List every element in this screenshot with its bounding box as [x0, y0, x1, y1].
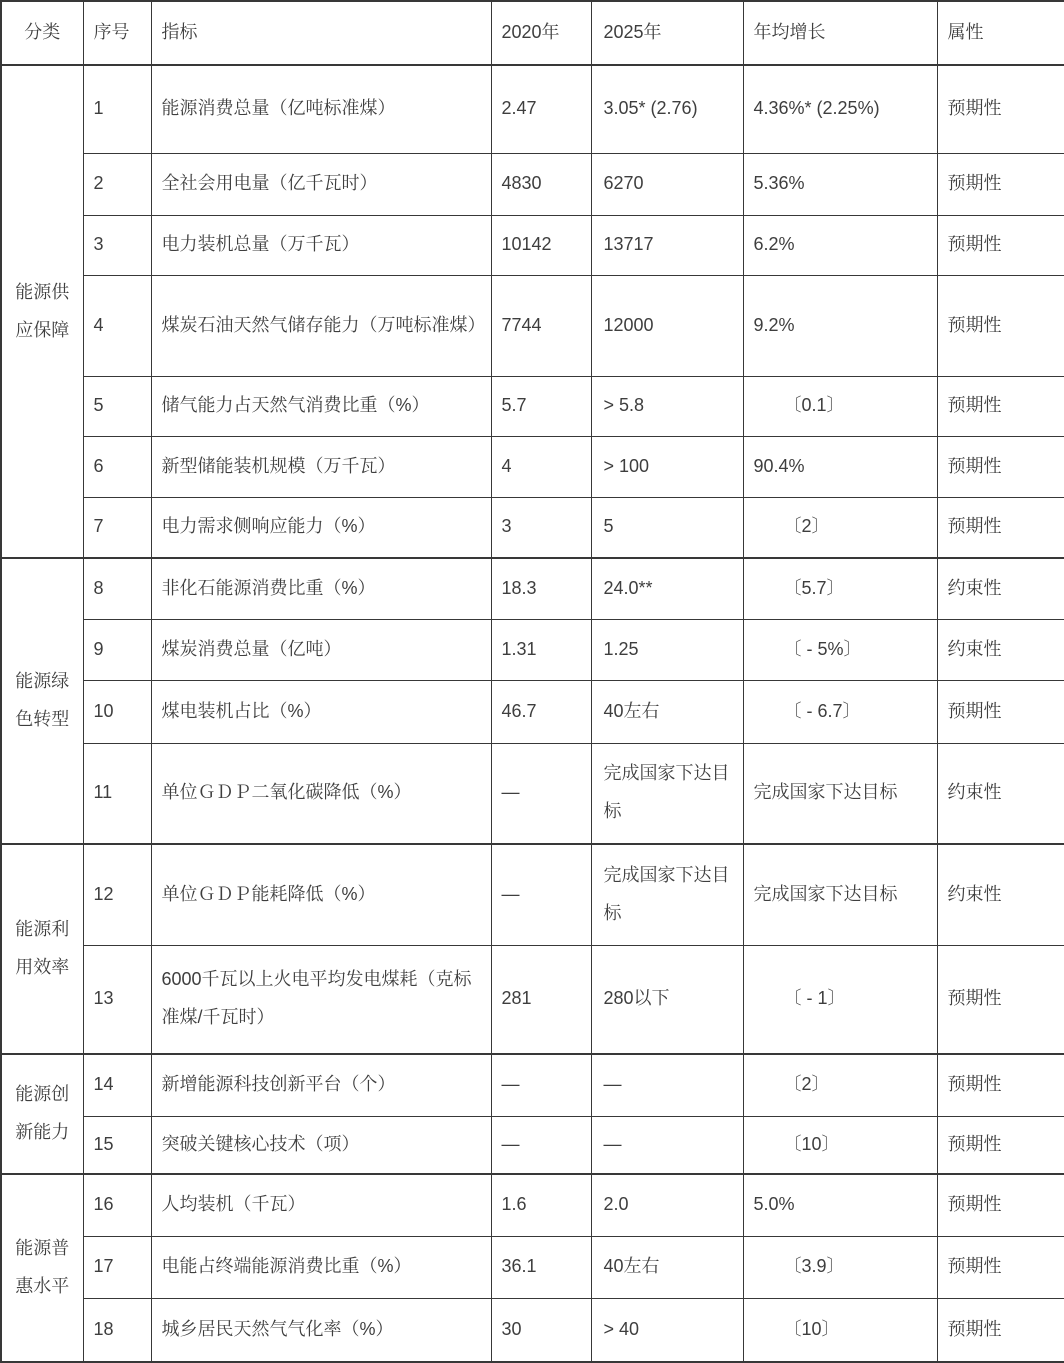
- growth-cell: 5.0%: [743, 1174, 937, 1236]
- value-2025-cell: —: [591, 1054, 743, 1116]
- value-2020-cell: 7744: [491, 275, 591, 376]
- table-row: [1, 1054, 1064, 1116]
- attribute-cell: 预期性: [937, 65, 1064, 153]
- growth-cell: 完成国家下达目标: [743, 844, 937, 945]
- row-number-cell: 5: [83, 376, 151, 436]
- value-2025-cell: 2.0: [591, 1174, 743, 1236]
- row-number-cell: 4: [83, 275, 151, 376]
- table-row: [1, 1236, 1064, 1298]
- table-header: [1, 1, 1064, 65]
- value-2025-cell: 280以下: [591, 945, 743, 1054]
- category-cell: 能源供应保障: [1, 65, 83, 558]
- indicator-cell: 6000千瓦以上火电平均发电煤耗（克标准煤/千瓦时）: [151, 945, 491, 1054]
- growth-cell: 〔2〕: [743, 497, 937, 558]
- category-cell: 能源绿色转型: [1, 558, 83, 844]
- value-2025-cell: 完成国家下达目标: [591, 743, 743, 844]
- attribute-cell: 预期性: [937, 436, 1064, 497]
- table-row: [1, 1174, 1064, 1236]
- row-number-cell: 14: [83, 1054, 151, 1116]
- table-row: [1, 215, 1064, 275]
- table-row: [1, 945, 1064, 1054]
- table-row: [1, 1298, 1064, 1362]
- value-2025-cell: > 100: [591, 436, 743, 497]
- indicator-cell: 单位ＧＤＰ能耗降低（%）: [151, 844, 491, 945]
- growth-cell: 〔0.1〕: [743, 376, 937, 436]
- table-row: [1, 680, 1064, 743]
- table-row: [1, 376, 1064, 436]
- value-2020-cell: 4830: [491, 153, 591, 215]
- row-number-cell: 10: [83, 680, 151, 743]
- table-row: [1, 558, 1064, 619]
- indicator-cell: 突破关键核心技术（项）: [151, 1116, 491, 1174]
- value-2020-cell: 1.6: [491, 1174, 591, 1236]
- value-2020-cell: 2.47: [491, 65, 591, 153]
- attribute-cell: 约束性: [937, 844, 1064, 945]
- indicator-cell: 全社会用电量（亿千瓦时）: [151, 153, 491, 215]
- value-2025-cell: 3.05* (2.76): [591, 65, 743, 153]
- indicator-cell: 煤炭消费总量（亿吨）: [151, 619, 491, 680]
- value-2020-cell: 36.1: [491, 1236, 591, 1298]
- header-cell-growth: 年均增长: [743, 1, 937, 65]
- category-cell: 能源利用效率: [1, 844, 83, 1054]
- indicator-cell: 新增能源科技创新平台（个）: [151, 1054, 491, 1116]
- row-number-cell: 6: [83, 436, 151, 497]
- value-2020-cell: 4: [491, 436, 591, 497]
- value-2020-cell: —: [491, 1054, 591, 1116]
- table-row: [1, 275, 1064, 376]
- value-2020-cell: 18.3: [491, 558, 591, 619]
- growth-cell: 〔5.7〕: [743, 558, 937, 619]
- value-2025-cell: > 40: [591, 1298, 743, 1362]
- value-2020-cell: —: [491, 844, 591, 945]
- indicator-cell: 人均装机（千瓦）: [151, 1174, 491, 1236]
- indicator-cell: 煤炭石油天然气储存能力（万吨标准煤）: [151, 275, 491, 376]
- growth-cell: 完成国家下达目标: [743, 743, 937, 844]
- header-cell-2020: 2020年: [491, 1, 591, 65]
- attribute-cell: 预期性: [937, 1298, 1064, 1362]
- indicator-cell: 电力装机总量（万千瓦）: [151, 215, 491, 275]
- attribute-cell: 预期性: [937, 680, 1064, 743]
- header-cell-no: 序号: [83, 1, 151, 65]
- value-2025-cell: 5: [591, 497, 743, 558]
- header-cell-category: 分类: [1, 1, 83, 65]
- value-2025-cell: —: [591, 1116, 743, 1174]
- value-2025-cell: 6270: [591, 153, 743, 215]
- indicator-cell: 煤电装机占比（%）: [151, 680, 491, 743]
- header-cell-indicator: 指标: [151, 1, 491, 65]
- attribute-cell: 预期性: [937, 1116, 1064, 1174]
- value-2020-cell: —: [491, 1116, 591, 1174]
- indicator-cell: 电力需求侧响应能力（%）: [151, 497, 491, 558]
- growth-cell: 〔 - 5%〕: [743, 619, 937, 680]
- row-number-cell: 15: [83, 1116, 151, 1174]
- table-row: [1, 844, 1064, 945]
- category-cell: 能源创新能力: [1, 1054, 83, 1174]
- growth-cell: 4.36%* (2.25%): [743, 65, 937, 153]
- row-number-cell: 12: [83, 844, 151, 945]
- growth-cell: 〔2〕: [743, 1054, 937, 1116]
- value-2025-cell: 完成国家下达目标: [591, 844, 743, 945]
- value-2025-cell: 13717: [591, 215, 743, 275]
- value-2025-cell: 40左右: [591, 680, 743, 743]
- indicator-cell: 非化石能源消费比重（%）: [151, 558, 491, 619]
- attribute-cell: 预期性: [937, 376, 1064, 436]
- attribute-cell: 约束性: [937, 619, 1064, 680]
- table-row: [1, 1116, 1064, 1174]
- row-number-cell: 13: [83, 945, 151, 1054]
- attribute-cell: 预期性: [937, 1236, 1064, 1298]
- attribute-cell: 预期性: [937, 1174, 1064, 1236]
- table-row: [1, 153, 1064, 215]
- growth-cell: 〔10〕: [743, 1298, 937, 1362]
- header-cell-2025: 2025年: [591, 1, 743, 65]
- table-body: [1, 65, 1064, 1362]
- category-cell: 能源普惠水平: [1, 1174, 83, 1362]
- row-number-cell: 16: [83, 1174, 151, 1236]
- indicator-cell: 城乡居民天然气气化率（%）: [151, 1298, 491, 1362]
- value-2020-cell: 30: [491, 1298, 591, 1362]
- row-number-cell: 7: [83, 497, 151, 558]
- attribute-cell: 约束性: [937, 743, 1064, 844]
- value-2020-cell: 3: [491, 497, 591, 558]
- attribute-cell: 预期性: [937, 275, 1064, 376]
- row-number-cell: 8: [83, 558, 151, 619]
- row-number-cell: 2: [83, 153, 151, 215]
- growth-cell: 〔 - 1〕: [743, 945, 937, 1054]
- table-row: [1, 497, 1064, 558]
- attribute-cell: 预期性: [937, 945, 1064, 1054]
- row-number-cell: 17: [83, 1236, 151, 1298]
- row-number-cell: 3: [83, 215, 151, 275]
- growth-cell: 90.4%: [743, 436, 937, 497]
- indicator-cell: 电能占终端能源消费比重（%）: [151, 1236, 491, 1298]
- header-cell-attribute: 属性: [937, 1, 1064, 65]
- value-2020-cell: 5.7: [491, 376, 591, 436]
- table-row: [1, 436, 1064, 497]
- growth-cell: 〔 - 6.7〕: [743, 680, 937, 743]
- growth-cell: 〔10〕: [743, 1116, 937, 1174]
- indicator-cell: 储气能力占天然气消费比重（%）: [151, 376, 491, 436]
- indicator-cell: 单位ＧＤＰ二氧化碳降低（%）: [151, 743, 491, 844]
- attribute-cell: 预期性: [937, 1054, 1064, 1116]
- growth-cell: 6.2%: [743, 215, 937, 275]
- value-2025-cell: 1.25: [591, 619, 743, 680]
- value-2020-cell: —: [491, 743, 591, 844]
- table-row: [1, 65, 1064, 153]
- value-2025-cell: 12000: [591, 275, 743, 376]
- indicator-cell: 新型储能装机规模（万千瓦）: [151, 436, 491, 497]
- row-number-cell: 11: [83, 743, 151, 844]
- value-2020-cell: 10142: [491, 215, 591, 275]
- value-2025-cell: 24.0**: [591, 558, 743, 619]
- value-2025-cell: > 5.8: [591, 376, 743, 436]
- growth-cell: 5.36%: [743, 153, 937, 215]
- attribute-cell: 预期性: [937, 497, 1064, 558]
- growth-cell: 〔3.9〕: [743, 1236, 937, 1298]
- table-row: [1, 619, 1064, 680]
- growth-cell: 9.2%: [743, 275, 937, 376]
- row-number-cell: 9: [83, 619, 151, 680]
- table-row: [1, 743, 1064, 844]
- value-2020-cell: 281: [491, 945, 591, 1054]
- value-2020-cell: 46.7: [491, 680, 591, 743]
- header-row: [1, 1, 1064, 65]
- row-number-cell: 18: [83, 1298, 151, 1362]
- attribute-cell: 约束性: [937, 558, 1064, 619]
- attribute-cell: 预期性: [937, 215, 1064, 275]
- value-2025-cell: 40左右: [591, 1236, 743, 1298]
- row-number-cell: 1: [83, 65, 151, 153]
- indicator-cell: 能源消费总量（亿吨标准煤）: [151, 65, 491, 153]
- attribute-cell: 预期性: [937, 153, 1064, 215]
- value-2020-cell: 1.31: [491, 619, 591, 680]
